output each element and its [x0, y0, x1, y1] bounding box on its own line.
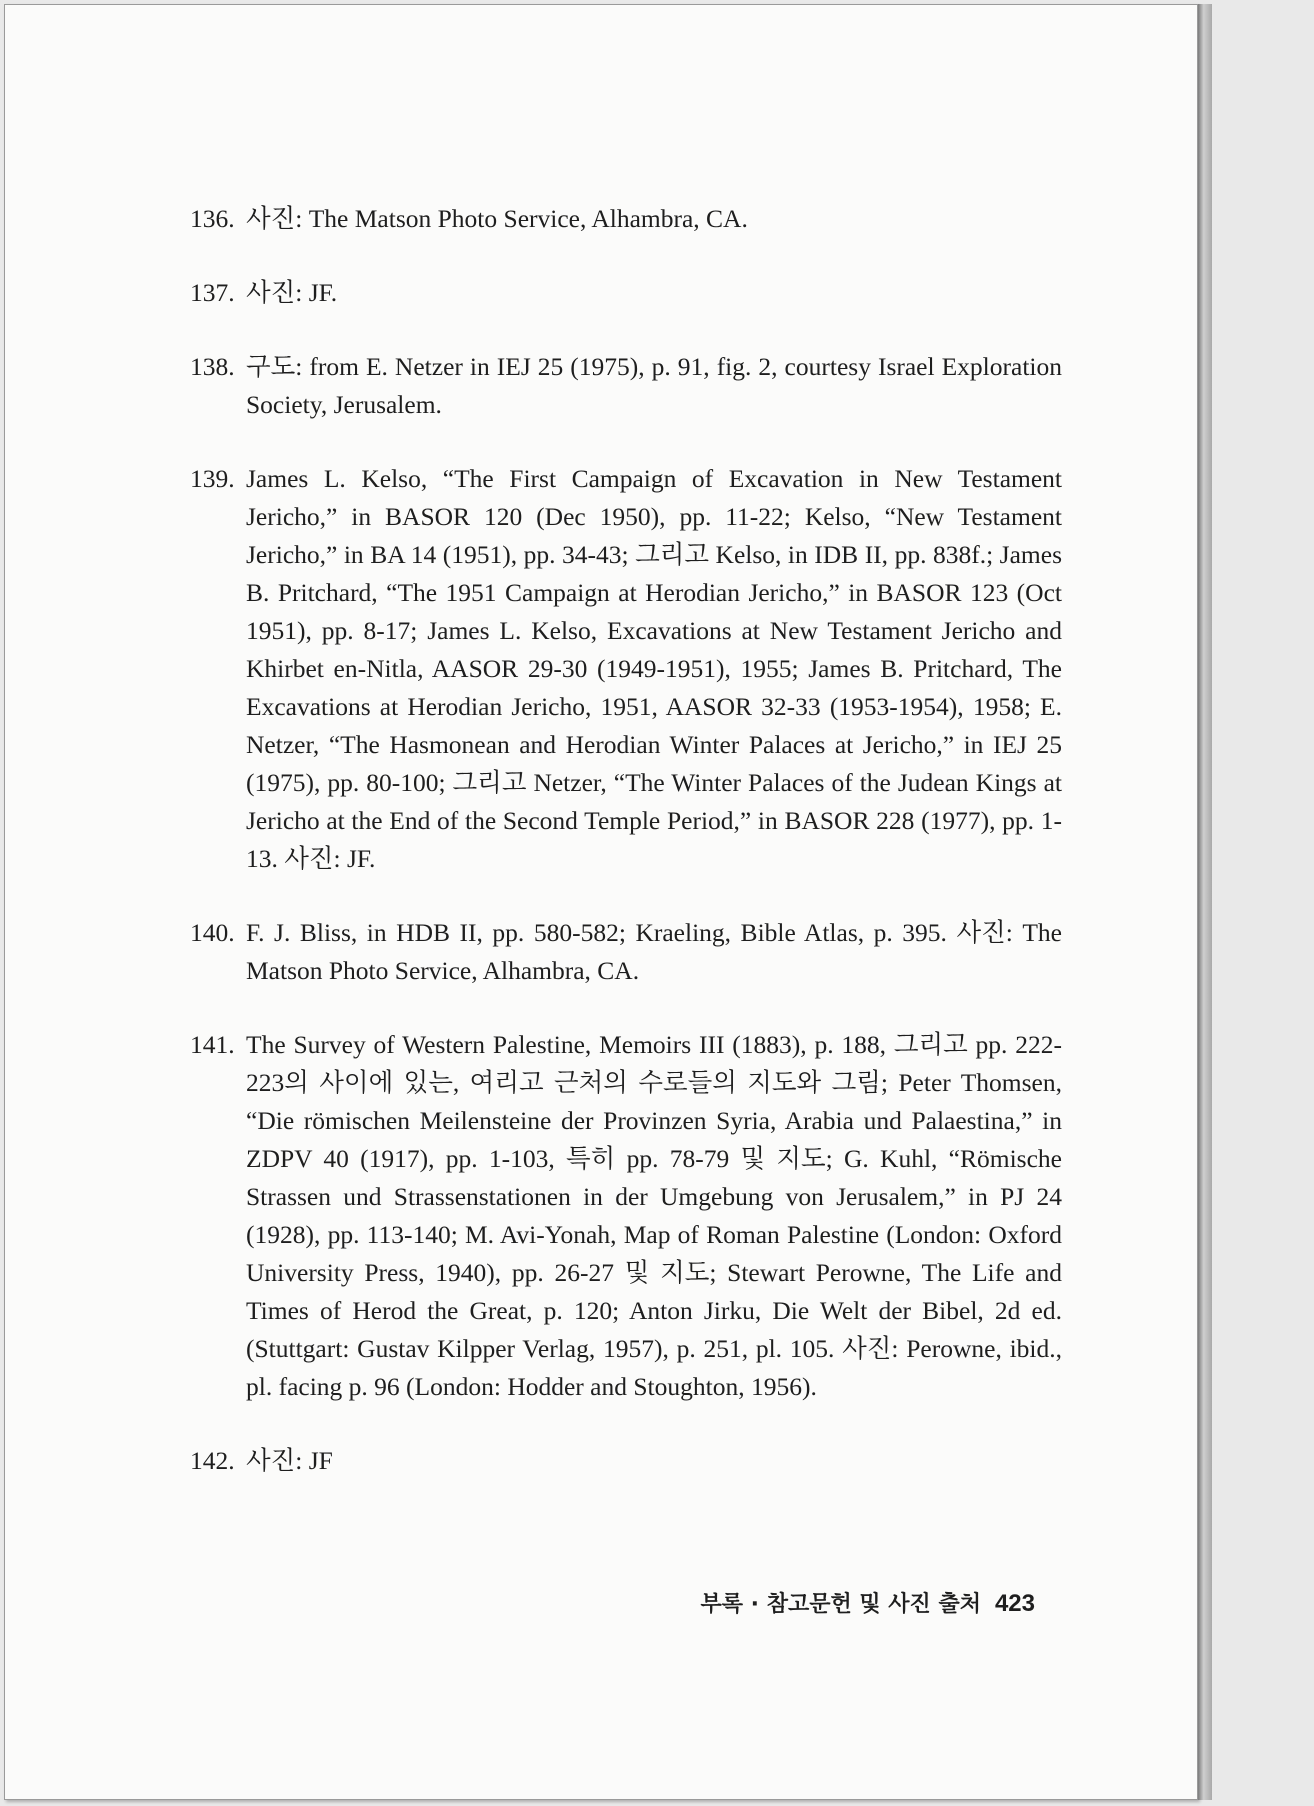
- note-entry: [190, 914, 1062, 990]
- document-page: [4, 4, 1198, 1800]
- note-number: 136.: [190, 204, 235, 233]
- note-entry: [190, 200, 1062, 238]
- note-number: 141.: [190, 1030, 235, 1059]
- note-text: 구도: from E. Netzer in IEJ 25 (1975), p. 91, fig. 2, courtesy Israel Exploration Society, Jerusalem.: [246, 352, 1062, 419]
- note-number: 137.: [190, 278, 235, 307]
- page-footer: [655, 1587, 1035, 1618]
- note-entry: [190, 348, 1062, 424]
- note-number: 140.: [190, 918, 235, 947]
- note-number: 142.: [190, 1446, 235, 1475]
- page-number: 423: [994, 1590, 1035, 1617]
- note-entry: [190, 1442, 1062, 1480]
- note-number: 139.: [190, 464, 235, 493]
- note-number: 138.: [190, 352, 235, 381]
- note-text: 사진: JF: [246, 1446, 333, 1475]
- note-text: James L. Kelso, “The First Campaign of Excavation in New Testament Jericho,” in BASOR 120 (Dec 1950), pp. 11-22; Kelso, “New Testament Jericho,” in BA 14 (1951), pp. 34-43; 그리고 Kelso, in IDB II, pp. 838f.; James B. Pritchard, “The 1951 Campaign at Herodian Jericho,” in BASOR 123 (Oct 1951), pp. 8-17; James L. Kelso, Excavations at New Testament Jericho and Khirbet en-Nitla, AASOR 29-30 (1949-1951), 1955; James B. Pritchard, The Excavations at Herodian Jericho, 1951, AASOR 32-33 (1953-1954), 1958; E. Netzer, “The Hasmonean and Herodian Winter Palaces at Jericho,” in IEJ 25 (1975), pp. 80-100; 그리고 Netzer, “The Winter Palaces of the Judean Kings at Jericho at the End of the Second Temple Period,” in BASOR 228 (1977), pp. 1-13. 사진: JF.: [246, 464, 1062, 873]
- note-text: The Survey of Western Palestine, Memoirs III (1883), p. 188, 그리고 pp. 222-223의 사이에 있는, 여리고 근처의 수로들의 지도와 그림; Peter Thomsen, “Die römischen Meilensteine der Provinzen Syria, Arabia und Palaestina,” in ZDPV 40 (1917), pp. 1-103, 특히 pp. 78-79 및 지도; G. Kuhl, “Römische Strassen und Strassenstationen in der Umgebung von Jerusalem,” in PJ 24 (1928), pp. 113-140; M. Avi-Yonah, Map of Roman Palestine (London: Oxford University Press, 1940), pp. 26-27 및 지도; Stewart Perowne, The Life and Times of Herod the Great, p. 120; Anton Jirku, Die Welt der Bibel, 2d ed. (Stuttgart: Gustav Kilpper Verlag, 1957), p. 251, pl. 105. 사진: Perowne, ibid., pl. facing p. 96 (London: Hodder and Stoughton, 1956).: [246, 1030, 1062, 1401]
- running-title: 부록 · 참고문헌 및 사진 출처: [700, 1592, 981, 1617]
- note-text: F. J. Bliss, in HDB II, pp. 580-582; Kraeling, Bible Atlas, p. 395. 사진: The Matson Photo Service, Alhambra, CA.: [246, 918, 1062, 985]
- note-entry: [190, 1026, 1062, 1406]
- note-text: 사진: The Matson Photo Service, Alhambra, CA.: [246, 204, 748, 233]
- note-entry: [190, 274, 1062, 312]
- notes-list: [190, 200, 1062, 1516]
- note-entry: [190, 460, 1062, 878]
- book-spine-edge: [1198, 4, 1212, 1800]
- note-text: 사진: JF.: [246, 278, 338, 307]
